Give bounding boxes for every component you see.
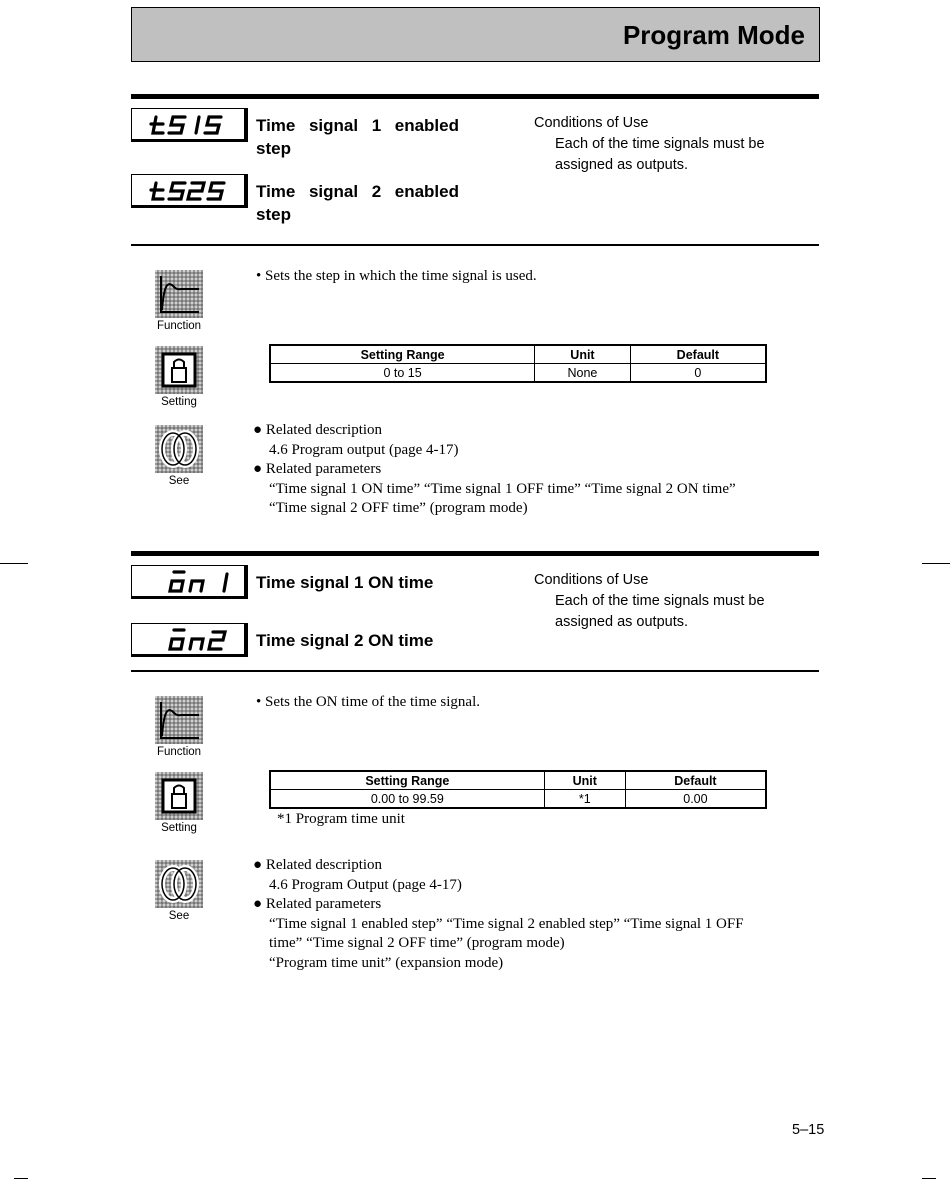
related-parameters-heading: Related parameters — [265, 896, 382, 912]
page-title: Program Mode — [622, 20, 805, 50]
section-divider — [131, 670, 819, 672]
related-parameters-line: “Time signal 2 OFF time” (program mode) — [269, 500, 528, 516]
table-header: Setting Range — [270, 345, 535, 364]
conditions-text — [555, 591, 765, 632]
related-description: 4.6 Program Output (page 4-17) — [269, 876, 462, 893]
table-row — [270, 364, 766, 383]
see-icon — [155, 425, 203, 473]
related-parameters-line: time” “Time signal 2 OFF time” (program mode) — [269, 935, 565, 951]
conditions-text — [555, 134, 765, 175]
table-header: Default — [625, 771, 766, 790]
bullet-icon: ● — [253, 461, 263, 477]
table-header-row — [270, 345, 766, 364]
setting-icon — [155, 346, 203, 394]
seven-segment-display — [131, 108, 248, 142]
related-parameters-heading: Related parameters — [265, 461, 382, 477]
related-parameters-line: “Time signal 1 ON time” “Time signal 1 OFF time” “Time signal 2 ON time” — [269, 480, 736, 497]
related-parameters-line: “Program time unit” (expansion mode) — [269, 954, 504, 971]
parameter-title: Time signal 2 ON time — [256, 631, 434, 650]
table-header: Unit — [544, 771, 625, 790]
section-divider — [131, 244, 819, 246]
table-cell: 0 — [630, 364, 766, 383]
table-cell: 0 to 15 — [270, 364, 535, 383]
function-icon — [155, 696, 203, 744]
function-text: Sets the ON time of the time signal. — [265, 694, 480, 710]
icon-label: Setting — [161, 396, 197, 408]
settings-table — [269, 344, 767, 383]
bullet-icon: ● — [253, 857, 263, 873]
icon-label: Function — [156, 746, 202, 758]
function-description: • Sets the step in which the time signal is used. — [256, 268, 537, 284]
page-header — [131, 7, 820, 62]
crop-mark — [0, 563, 28, 564]
bullet-icon: ● — [253, 422, 263, 438]
table-header: Setting Range — [270, 771, 544, 790]
table-header-row — [270, 771, 766, 790]
conditions-heading: Conditions of Use — [534, 115, 649, 131]
related-info — [253, 856, 744, 973]
crop-mark — [922, 563, 950, 564]
display-on1-glyph — [132, 566, 244, 596]
bullet-icon: ● — [253, 896, 263, 912]
table-row — [270, 790, 766, 809]
related-description: 4.6 Program output (page 4-17) — [269, 441, 459, 458]
conditions-heading: Conditions of Use — [534, 572, 649, 588]
seven-segment-display — [131, 565, 248, 599]
table-cell: 0.00 to 99.59 — [270, 790, 544, 809]
page-number: 5–15 — [792, 1122, 825, 1138]
table-cell: *1 — [544, 790, 625, 809]
parameter-title: Time signal 1 enabled step — [256, 116, 459, 158]
display-on2-glyph — [132, 624, 244, 654]
section-divider — [131, 94, 819, 99]
icon-label: Function — [156, 320, 202, 332]
function-text: Sets the step in which the time signal is used. — [265, 268, 537, 284]
table-cell: 0.00 — [625, 790, 766, 809]
settings-table — [269, 770, 767, 809]
see-icon — [155, 860, 203, 908]
table-header: Unit — [535, 345, 631, 364]
icon-label: See — [168, 475, 190, 487]
conditions-line: assigned as outputs. — [555, 156, 689, 173]
seven-segment-display — [131, 623, 248, 657]
section-divider — [131, 551, 819, 556]
parameter-title: Time signal 1 ON time — [256, 573, 434, 592]
related-description-heading: Related description — [265, 422, 383, 438]
function-icon — [155, 270, 203, 318]
related-info — [253, 421, 736, 519]
icon-label: See — [168, 910, 190, 922]
icon-label: Setting — [161, 822, 197, 834]
function-description: • Sets the ON time of the time signal. — [256, 694, 480, 710]
parameter-title: Time signal 2 enabled step — [256, 182, 459, 224]
seven-segment-display — [131, 174, 248, 208]
related-description-heading: Related description — [265, 857, 383, 873]
setting-icon — [155, 772, 203, 820]
table-cell: None — [535, 364, 631, 383]
table-header: Default — [630, 345, 766, 364]
table-footnote: *1 Program time unit — [277, 811, 405, 827]
conditions-line: Each of the time signals must be — [555, 593, 765, 609]
conditions-line: assigned as outputs. — [555, 613, 689, 630]
display-ts2s-glyph — [132, 175, 244, 205]
related-parameters-line: “Time signal 1 enabled step” “Time signal 2 enabled step” “Time signal 1 OFF — [269, 915, 744, 932]
display-ts1s-glyph — [132, 109, 244, 139]
conditions-line: Each of the time signals must be — [555, 136, 765, 152]
